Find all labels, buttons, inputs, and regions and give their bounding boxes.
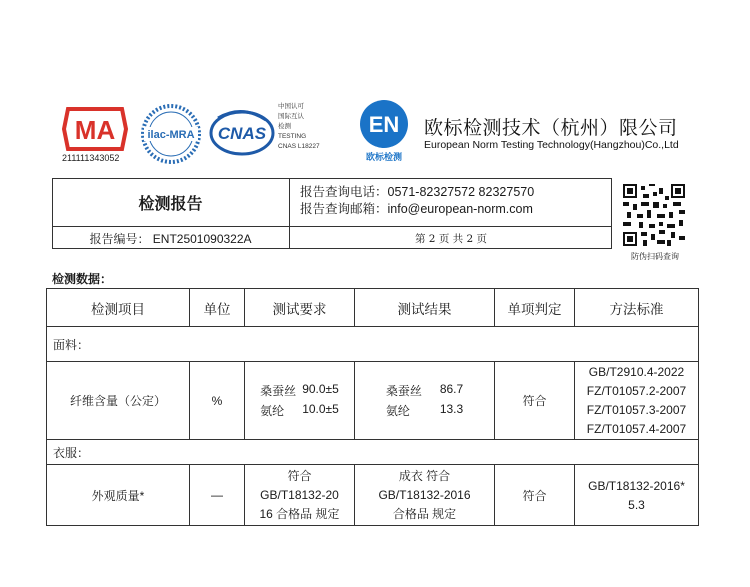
method-standard: FZ/T01057.3-2007	[586, 403, 687, 417]
group-row-garment	[47, 440, 699, 465]
report-page-indicator: 第 2 页 共 2 页	[414, 232, 488, 245]
fiber-name: 桑蚕丝	[385, 384, 422, 398]
fiber-name: 桑蚕丝	[260, 384, 297, 398]
test-data-table	[46, 288, 699, 526]
column-header: 测试要求	[245, 289, 355, 327]
report-title: 检测报告	[52, 178, 290, 226]
method-standard: FZ/T01057.4-2007	[586, 422, 687, 436]
qr-code[interactable]	[623, 184, 685, 246]
cma-logo	[60, 105, 130, 153]
column-header: 单项判定	[495, 289, 575, 327]
method-cell	[575, 362, 699, 440]
column-header: 检测项目	[47, 289, 190, 327]
method-standard: FZ/T01057.2-2007	[586, 384, 687, 398]
table-header-row	[47, 289, 699, 327]
result-cell	[355, 465, 495, 526]
cnas-caption-line: CNAS L18227	[278, 143, 320, 150]
group-row-fabric	[47, 327, 699, 362]
fiber-value: 90.0±5	[302, 382, 339, 396]
company-logo-tag: 欧标检测	[365, 152, 402, 162]
result-cell	[355, 362, 495, 440]
table-row	[47, 465, 699, 526]
section-label: 检测数据：	[52, 272, 113, 286]
fiber-name: 氨纶	[260, 404, 285, 418]
cnas-caption-line: TESTING	[278, 133, 307, 140]
unit-cell: —	[190, 465, 245, 526]
table-row	[47, 362, 699, 440]
company-name-en: European Norm Testing Technology(Hangzhou)Co.,Ltd	[424, 139, 679, 151]
judgement-cell: 符合	[495, 362, 575, 440]
method-standard: GB/T2910.4-2022	[588, 365, 685, 379]
requirement-line: 符合	[287, 469, 312, 483]
report-email: 报告查询邮箱：info@european-norm.com	[300, 202, 533, 216]
cnas-caption	[278, 102, 348, 152]
company-name-cn: 欧标检测技术（杭州）限公司	[424, 117, 678, 139]
cnas-caption-line: 国际互认	[278, 113, 304, 120]
result-line: 成衣 符合	[398, 469, 451, 483]
requirement-line: GB/T18132-20	[260, 488, 339, 502]
fiber-value: 10.0±5	[302, 402, 339, 416]
fiber-name: 氨纶	[385, 404, 410, 418]
column-header: 测试结果	[355, 289, 495, 327]
cnas-logo-text: CNAS	[217, 124, 267, 143]
requirement-cell	[245, 362, 355, 440]
ilac-mra-logo	[140, 103, 202, 165]
cnas-caption-line: 中国认可	[278, 103, 304, 110]
report-contact	[300, 184, 534, 218]
report-phone: 报告查询电话：0571-82327572 82327570	[300, 185, 535, 199]
requirement-line: 16 合格品 规定	[259, 507, 340, 521]
method-standard: 5.3	[628, 497, 645, 512]
column-header: 方法标准	[575, 289, 699, 327]
cert-number: 211111343052	[62, 153, 120, 163]
method-cell	[575, 465, 699, 526]
unit-cell: %	[190, 362, 245, 440]
group-label: 面料：	[47, 327, 699, 362]
test-item: 外观质量*	[47, 465, 190, 526]
cnas-logo	[208, 108, 276, 158]
method-standard: GB/T18132-2016*	[588, 478, 685, 493]
report-number: 报告编号： ENT2501090322A	[52, 227, 290, 249]
cnas-caption-line: 检测	[278, 123, 291, 130]
ilac-logo-text: ilac-MRA	[147, 129, 195, 141]
fiber-value: 13.3	[439, 402, 464, 416]
qr-caption: 防伪扫码查询	[631, 252, 679, 261]
group-label: 衣服：	[47, 440, 699, 465]
result-line: 合格品 规定	[392, 507, 457, 521]
company-logo-text: EN	[368, 112, 400, 137]
cma-logo-text: MA	[74, 115, 116, 145]
column-header: 单位	[190, 289, 245, 327]
fiber-value: 86.7	[439, 382, 464, 396]
requirement-cell	[245, 465, 355, 526]
judgement-cell: 符合	[495, 465, 575, 526]
result-line: GB/T18132-2016	[378, 488, 471, 502]
test-item: 纤维含量（公定）	[47, 362, 190, 440]
